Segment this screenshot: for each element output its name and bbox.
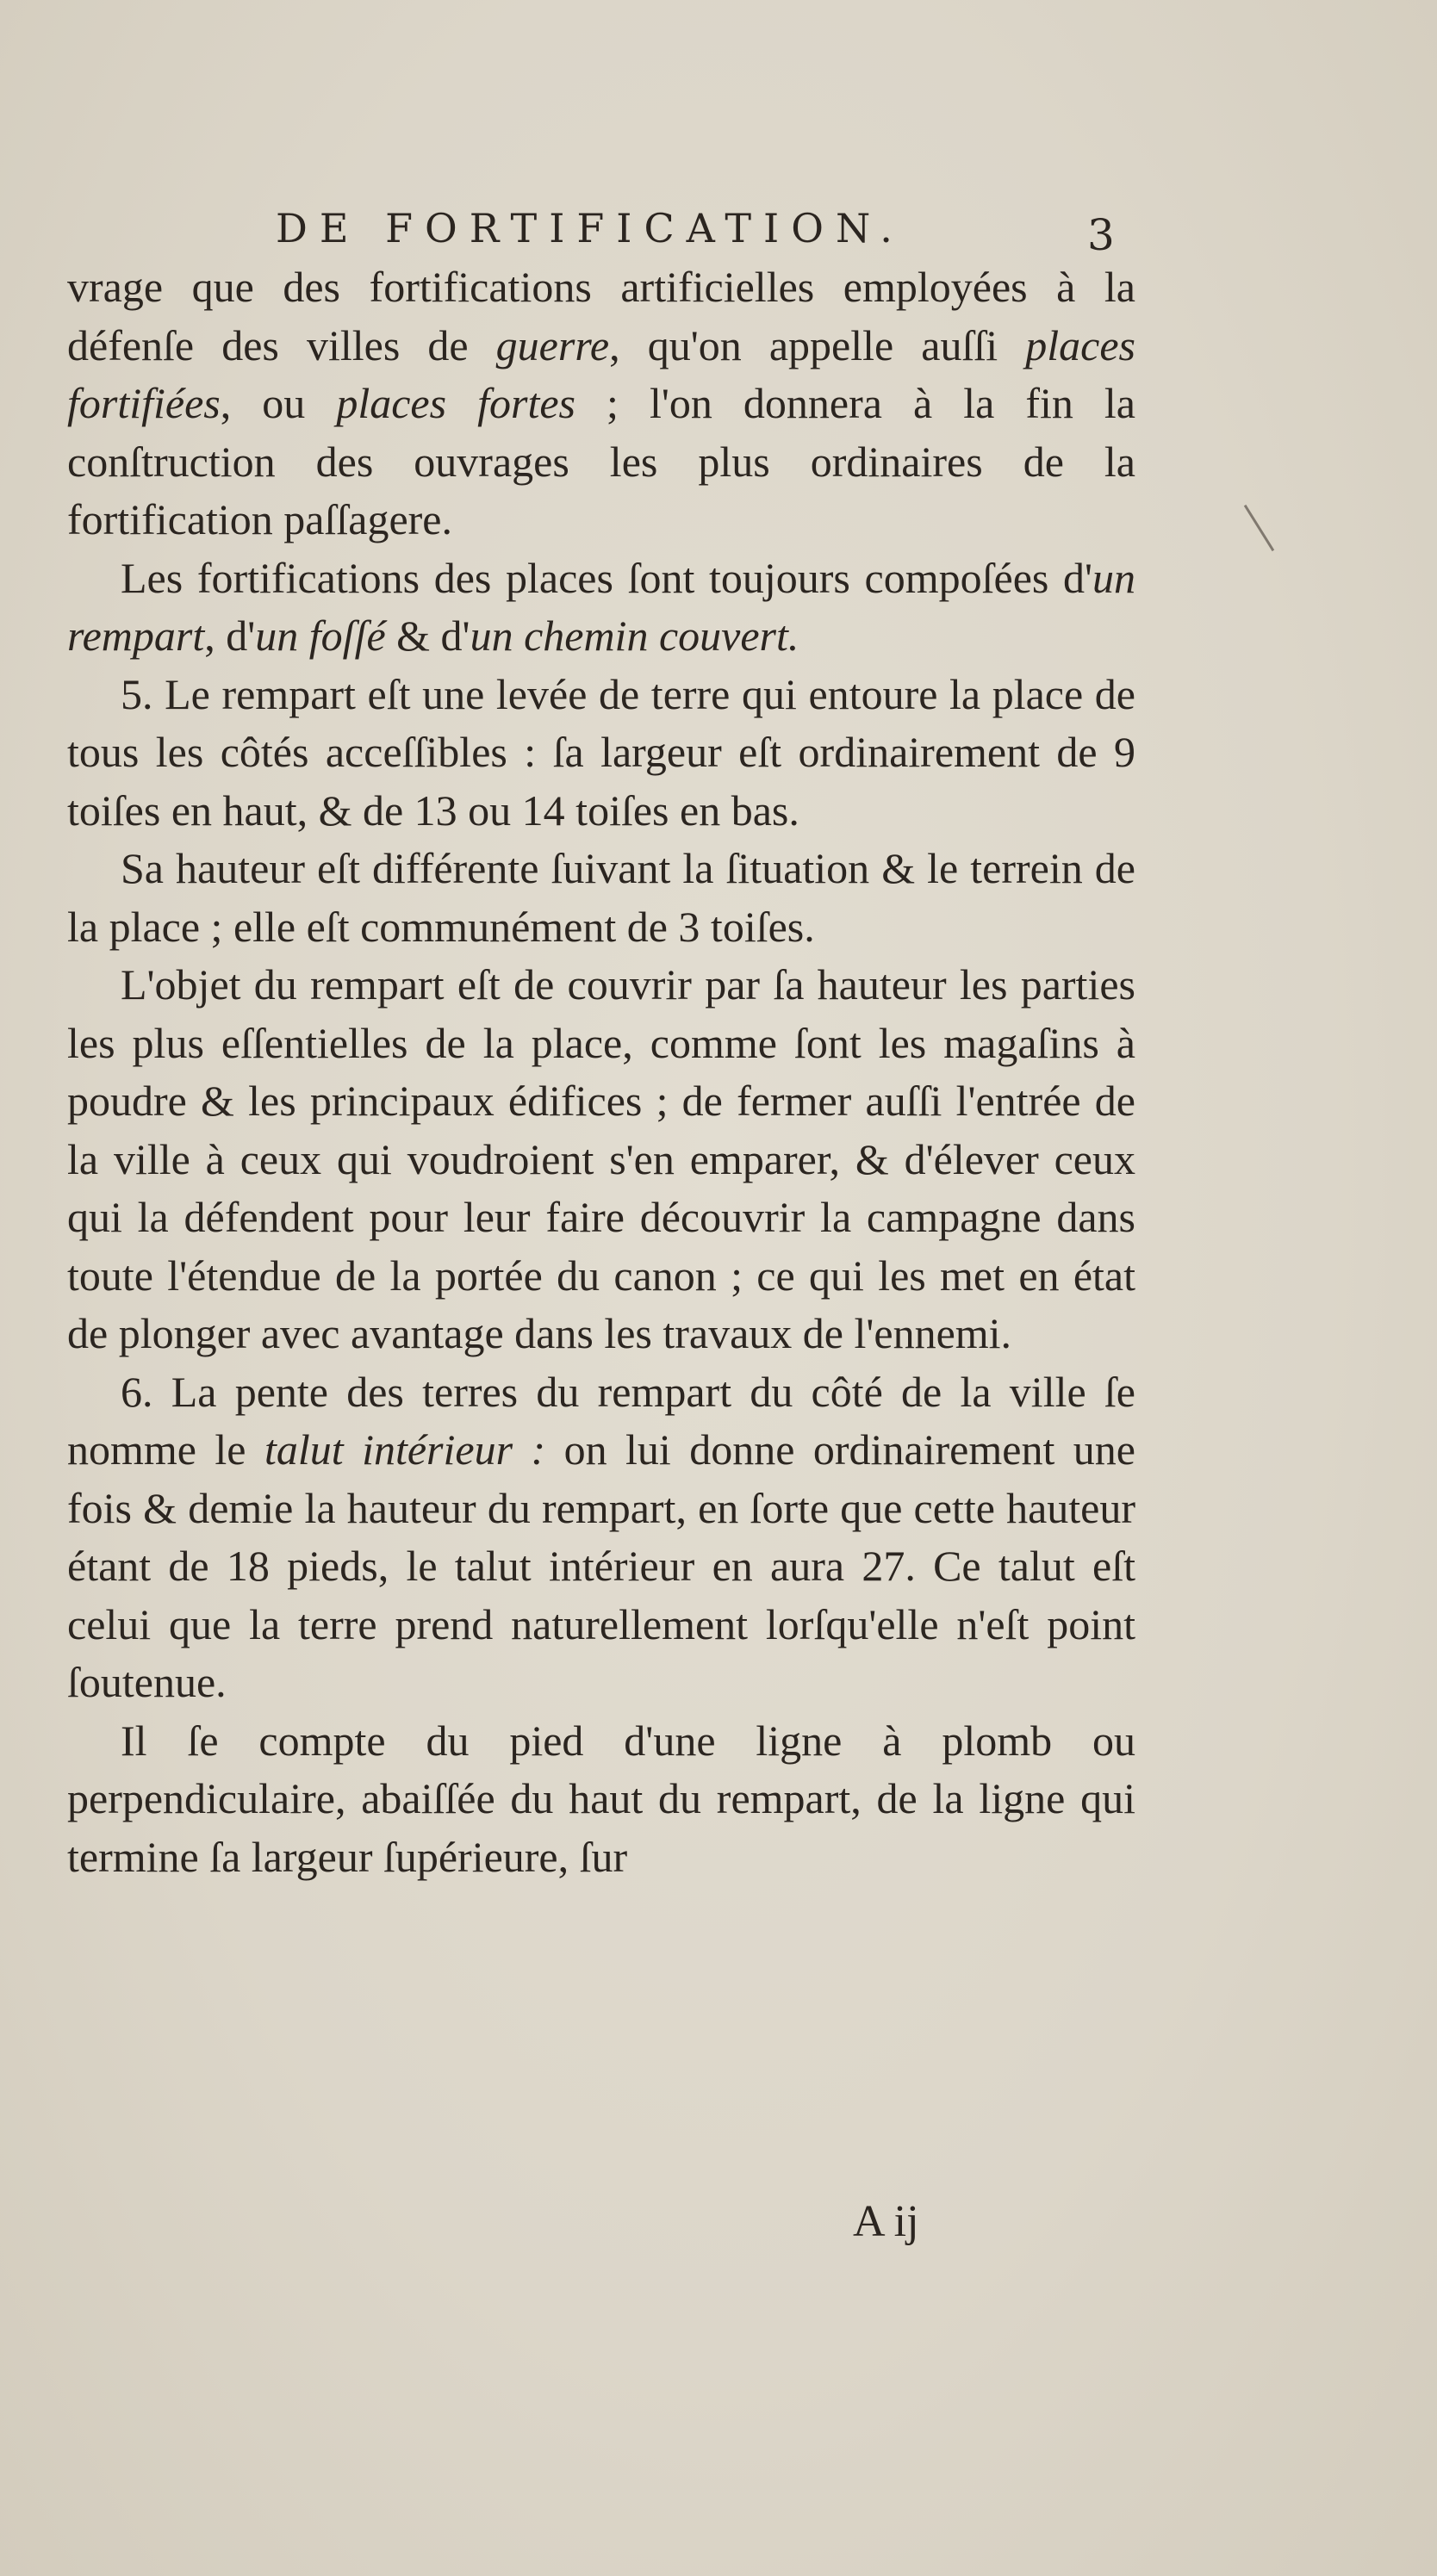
text-run: , ou (220, 379, 337, 427)
paragraph (67, 666, 1135, 841)
text-run: , qu'on appelle auſſi (609, 320, 1026, 369)
text-run: vrage que des fortifications artificielles employées à la défenſe des villes de (67, 263, 1135, 369)
italic-term: un rempart (67, 553, 1135, 660)
italic-term: un chemin couvert. (470, 611, 799, 660)
italic-term: guerre (495, 320, 610, 369)
text-run: Sa hauteur eſt différente ſuivant la ſituation & le terrein de la place ; elle eſt communément de 3 toiſes. (67, 844, 1135, 951)
page-number: 3 (1087, 210, 1115, 260)
text-run: L'objet du rempart eſt de couvrir par ſa hauteur les parties les plus eſſentielles de la place, comme ſont les magaſins à poudre & les principaux édifices ; de fermer auſſi l'entrée de la ville à ceux qui voudroient s'en emparer, & d'élever ceux qui la défendent pour leur faire découvrir la campagne dans toute l'étendue de la portée du canon ; ce qui les met en état de plonger avec avantage dans les travaux de l'ennemi. (67, 960, 1135, 1357)
running-head: DE FORTIFICATION. (276, 205, 905, 251)
italic-term: talut intérieur : (264, 1425, 546, 1474)
italic-term: places fortes (336, 379, 576, 427)
paragraph (67, 956, 1135, 1363)
text-run: 6. La pente des terres du rempart du côté de la ville ſe nomme le (67, 1367, 1135, 1474)
paragraph (67, 258, 1135, 549)
paragraph (67, 549, 1135, 666)
italic-term: un foſſé (255, 611, 386, 660)
paragraph (67, 1363, 1135, 1712)
italic-term: places fortifiées (67, 320, 1135, 427)
signature-mark: A ij (853, 2197, 919, 2246)
text-run: ; l'on donnera à la fin la conſtruction des ouvrages les plus ordinaires de la fortification paſſagere. (67, 379, 1135, 543)
text-run: 5. Le rempart eſt une levée de terre qui entoure la place de tous les côtés acceſſibles : ſa largeur eſt ordinairement de 9 toiſes en haut, & de 13 ou 14 toiſes en bas. (67, 669, 1135, 835)
margin-pen-mark (1244, 505, 1274, 551)
text-run: Il ſe compte du pied d'une ligne à plomb ou perpendiculaire, abaiſſée du haut du rempart, de la ligne qui termine ſa largeur ſupérieure, ſur (67, 1716, 1135, 1881)
paragraph (67, 840, 1135, 956)
text-run: Les fortifications des places ſont toujours compoſées d' (121, 553, 1092, 602)
text-run: & d' (385, 611, 470, 660)
body-text (67, 258, 1135, 1886)
text-run: , d' (204, 611, 256, 660)
paragraph (67, 1712, 1135, 1887)
text-run: on lui donne ordinairement une fois & demie la hauteur du rempart, en ſorte que cette hauteur étant de 18 pieds, le talut intérieur en aura 27. Ce talut eſt celui que la terre prend naturellement lorſqu'elle n'eſt point ſoutenue. (67, 1425, 1135, 1706)
